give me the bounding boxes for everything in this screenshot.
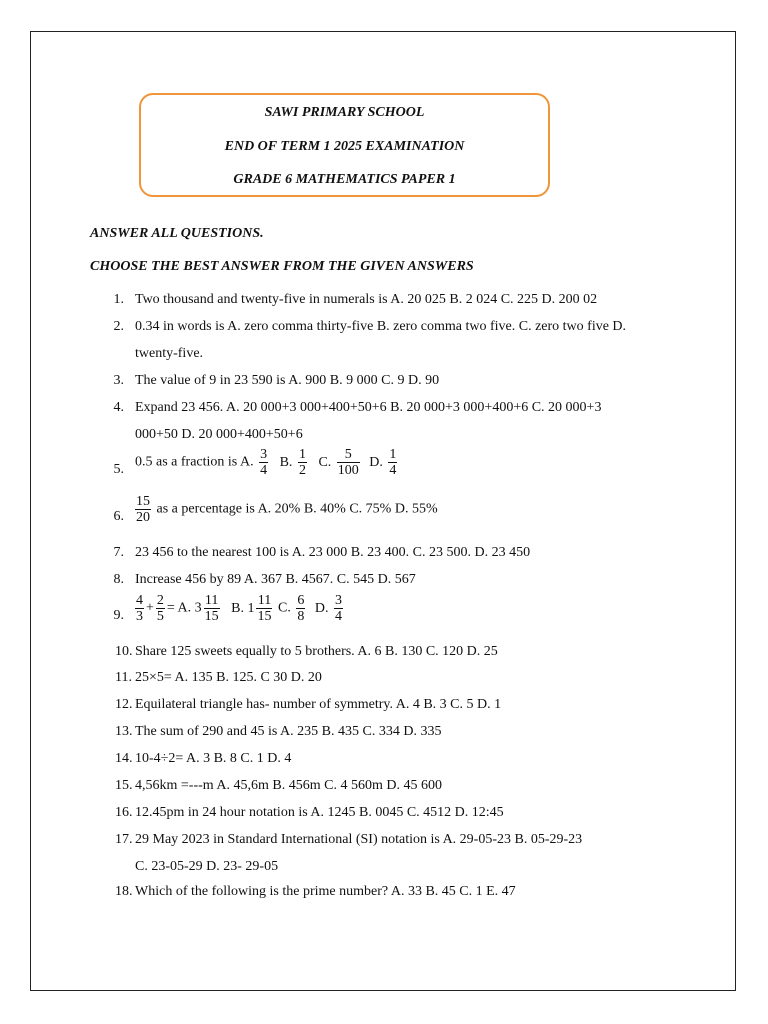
question-number: 16. bbox=[115, 805, 133, 820]
fraction-4-3: $\frac{4}{3}$ bbox=[136, 593, 143, 624]
fraction-option-b: $\frac{1}{2}$ bbox=[298, 447, 306, 478]
fraction-option-c: $\frac{6}{8}$ bbox=[297, 593, 305, 624]
exam-header-box bbox=[139, 93, 550, 197]
fraction-15-20: $\frac{15}{20}$ bbox=[136, 494, 150, 525]
question-text: 0.34 in words is A. zero comma thirty-five B. zero comma two five. C. zero two five D. bbox=[135, 319, 627, 334]
question-number: 5. bbox=[113, 462, 124, 477]
question-text: $\frac{15}{20}$ as a percentage is A. 20% B. 40% C. 75% D. 55% bbox=[136, 494, 438, 525]
question-text: Share 125 sweets equally to 5 brothers. A. 6 B. 130 C. 120 D. 25 bbox=[135, 644, 498, 659]
school-name: SAWI PRIMARY SCHOOL bbox=[264, 105, 425, 120]
question-number: 4. bbox=[113, 400, 124, 415]
fraction-option-d: $\frac{1}{4}$ bbox=[389, 447, 397, 478]
question-number: 11. bbox=[115, 670, 132, 685]
paper-title: GRADE 6 MATHEMATICS PAPER 1 bbox=[233, 172, 456, 187]
question-number: 15. bbox=[115, 778, 133, 793]
question-text: Which of the following is the prime number? A. 33 B. 45 C. 1 E. 47 bbox=[135, 884, 516, 899]
fraction-option-b: $\frac{11}{15}$ bbox=[257, 593, 272, 624]
instruction-answer-all: ANSWER ALL QUESTIONS. bbox=[90, 226, 264, 241]
question-text-continued: twenty-five. bbox=[135, 346, 204, 361]
question-number: 3. bbox=[113, 373, 124, 388]
question-text-continued: C. 23-05-29 D. 23- 29-05 bbox=[135, 859, 279, 874]
fraction-option-a: $\frac{3}{4}$ bbox=[260, 447, 268, 478]
question-text: Equilateral triangle has- number of symmetry. A. 4 B. 3 C. 5 D. 1 bbox=[135, 697, 502, 712]
question-text: The value of 9 in 23 590 is A. 900 B. 9 000 C. 9 D. 90 bbox=[135, 373, 440, 388]
question-text: 4,56km =---m A. 45,6m B. 456m C. 4 560m D. 45 600 bbox=[135, 778, 442, 793]
question-text: The sum of 290 and 45 is A. 235 B. 435 C. 334 D. 335 bbox=[135, 724, 442, 739]
question-number: 14. bbox=[115, 751, 133, 766]
question-text: $\frac{4}{3}$ + $\frac{2}{5}$ = A. 3 $\frac{11}{15}$ B. 1 $\frac{11}{15}$ C. $\frac{6}{8}$ D. $\frac{3}{4}$ bbox=[136, 593, 342, 624]
question-text-continued: 000+50 D. 20 000+400+50+6 bbox=[135, 427, 303, 442]
question-number: 6. bbox=[113, 509, 124, 524]
question-text: 10-4÷2= A. 3 B. 8 C. 1 D. 4 bbox=[135, 751, 292, 766]
fraction-option-d: $\frac{3}{4}$ bbox=[334, 593, 342, 624]
question-number: 17. bbox=[115, 832, 133, 847]
question-text: Increase 456 by 89 A. 367 B. 4567. C. 545 D. 567 bbox=[135, 572, 416, 587]
question-text: 29 May 2023 in Standard International (SI) notation is A. 29-05-23 B. 05-29-23 bbox=[135, 832, 583, 847]
question-number: 12. bbox=[115, 697, 133, 712]
question-number: 10. bbox=[115, 644, 133, 659]
exam-title: END OF TERM 1 2025 EXAMINATION bbox=[224, 139, 465, 154]
fraction-2-5: $\frac{2}{5}$ bbox=[156, 593, 164, 624]
question-text: 12.45pm in 24 hour notation is A. 1245 B. 0045 C. 4512 D. 12:45 bbox=[135, 805, 504, 820]
fraction-option-c: $\frac{5}{100}$ bbox=[337, 447, 359, 478]
question-text: 25×5= A. 135 B. 125. C 30 D. 20 bbox=[135, 670, 322, 685]
question-number: 13. bbox=[115, 724, 133, 739]
question-number: 9. bbox=[113, 608, 124, 623]
instruction-choose-best: CHOOSE THE BEST ANSWER FROM THE GIVEN ANSWERS bbox=[90, 259, 474, 274]
question-text: 23 456 to the nearest 100 is A. 23 000 B. 23 400. C. 23 500. D. 23 450 bbox=[135, 545, 531, 560]
question-number: 1. bbox=[113, 292, 124, 307]
fraction-option-a: $\frac{11}{15}$ bbox=[204, 593, 219, 624]
question-number: 18. bbox=[115, 884, 133, 899]
question-text: Expand 23 456. A. 20 000+3 000+400+50+6 B. 20 000+3 000+400+6 C. 20 000+3 bbox=[135, 400, 602, 415]
question-text: 0.5 as a fraction is A. $\frac{3}{4}$ B. $\frac{1}{2}$ C. $\frac{5}{100}$ D. $\frac{1}{4}$ bbox=[135, 447, 397, 478]
question-number: 8. bbox=[113, 572, 124, 587]
question-prefix: 0.5 as a fraction is A. bbox=[135, 454, 254, 470]
question-number: 2. bbox=[113, 319, 124, 334]
question-text: Two thousand and twenty-five in numerals is A. 20 025 B. 2 024 C. 225 D. 200 02 bbox=[135, 292, 598, 307]
question-number: 7. bbox=[113, 545, 124, 560]
